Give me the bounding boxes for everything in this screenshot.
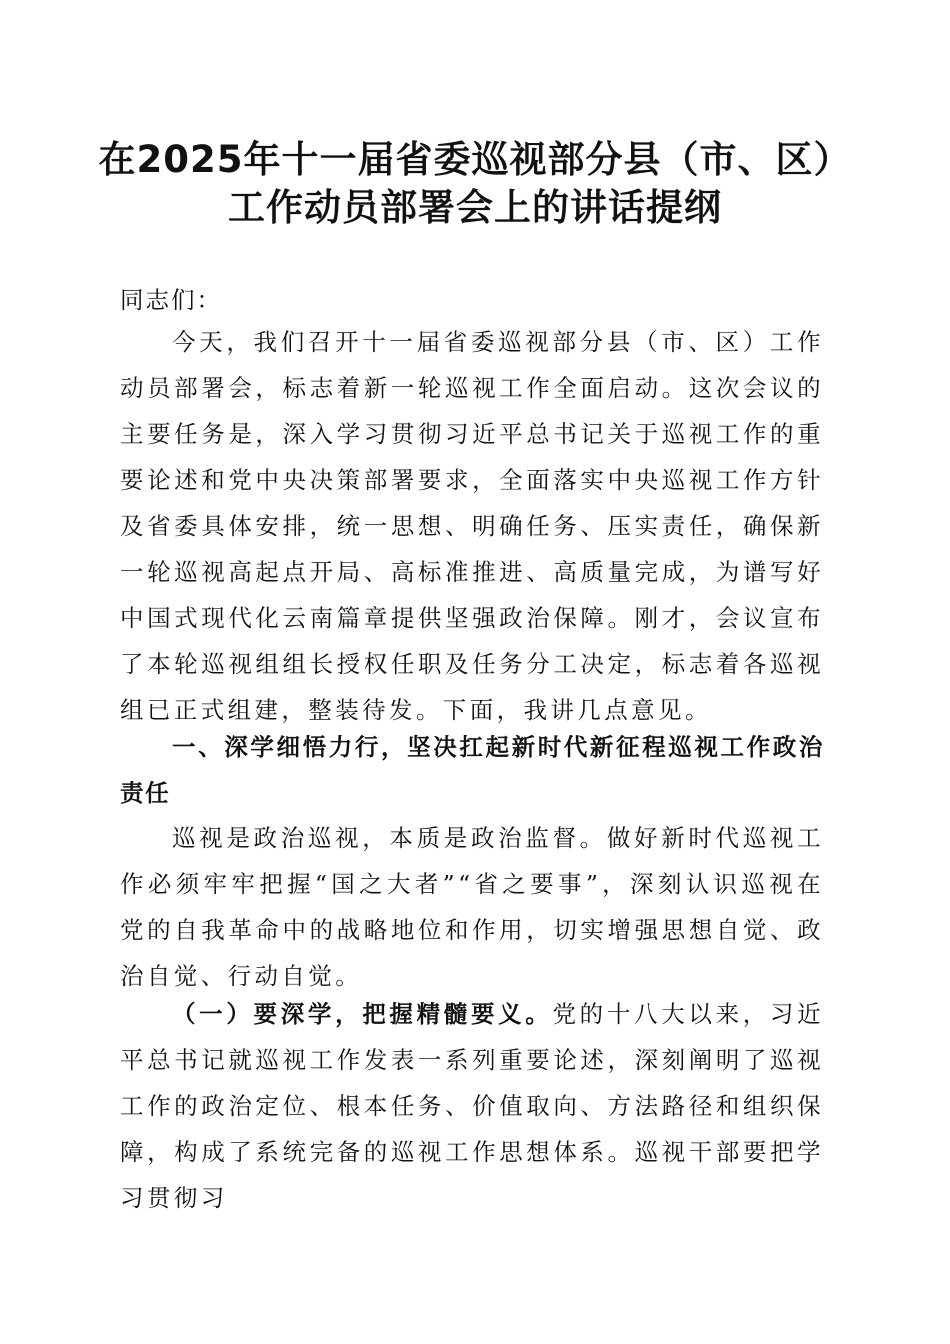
paragraph-deep-study: [120, 991, 824, 1221]
document-title-line-1: 在2025年十一届省委巡视部分县（市、区）: [98, 138, 852, 181]
paragraph-deep-study-body: 党的十八大以来，习近平总书记就巡视工作发表一系列重要论述，深刻阐明了巡视工作的政治定位、根本任务、价值取向、方法路径和组织保障，构成了系统完备的巡视工作思想体系。巡视干部要把学习贯彻习: [120, 1000, 825, 1212]
paragraph-intro: 今天，我们召开十一届省委巡视部分县（市、区）工作动员部署会，标志着新一轮巡视工作全面启动。这次会议的主要任务是，深入学习贯彻习近平总书记关于巡视工作的重要论述和党中央决策部署要求，全面落实中央巡视工作方针及省委具体安排，统一思想、明确任务、压实责任，确保新一轮巡视高起点开局、高标准推进、高质量完成，为谱写好中国式现代化云南篇章提供坚强政治保障。刚才，会议宣布了本轮巡视组组长授权任职及任务分工决定，标志着各巡视组已正式组建，整装待发。下面，我讲几点意见。: [120, 328, 824, 724]
salutation: 同志们：: [120, 286, 222, 314]
document-title-line-2: 工作动员部署会上的讲话提纲: [228, 186, 722, 229]
subheading-deep-study: （一）要深学，把握精髓要义。: [172, 1000, 553, 1028]
paragraph-political-inspection: 巡视是政治巡视，本质是政治监督。做好新时代巡视工作必须牢牢把握“国之大者”“省之要事”，深刻认识巡视在党的自我革命中的战略地位和作用，切实增强思想自觉、政治自觉、行动自觉。: [120, 824, 824, 990]
section-heading-1: 一、深学细悟力行，坚决扛起新时代新征程巡视工作政治责任: [120, 733, 824, 807]
